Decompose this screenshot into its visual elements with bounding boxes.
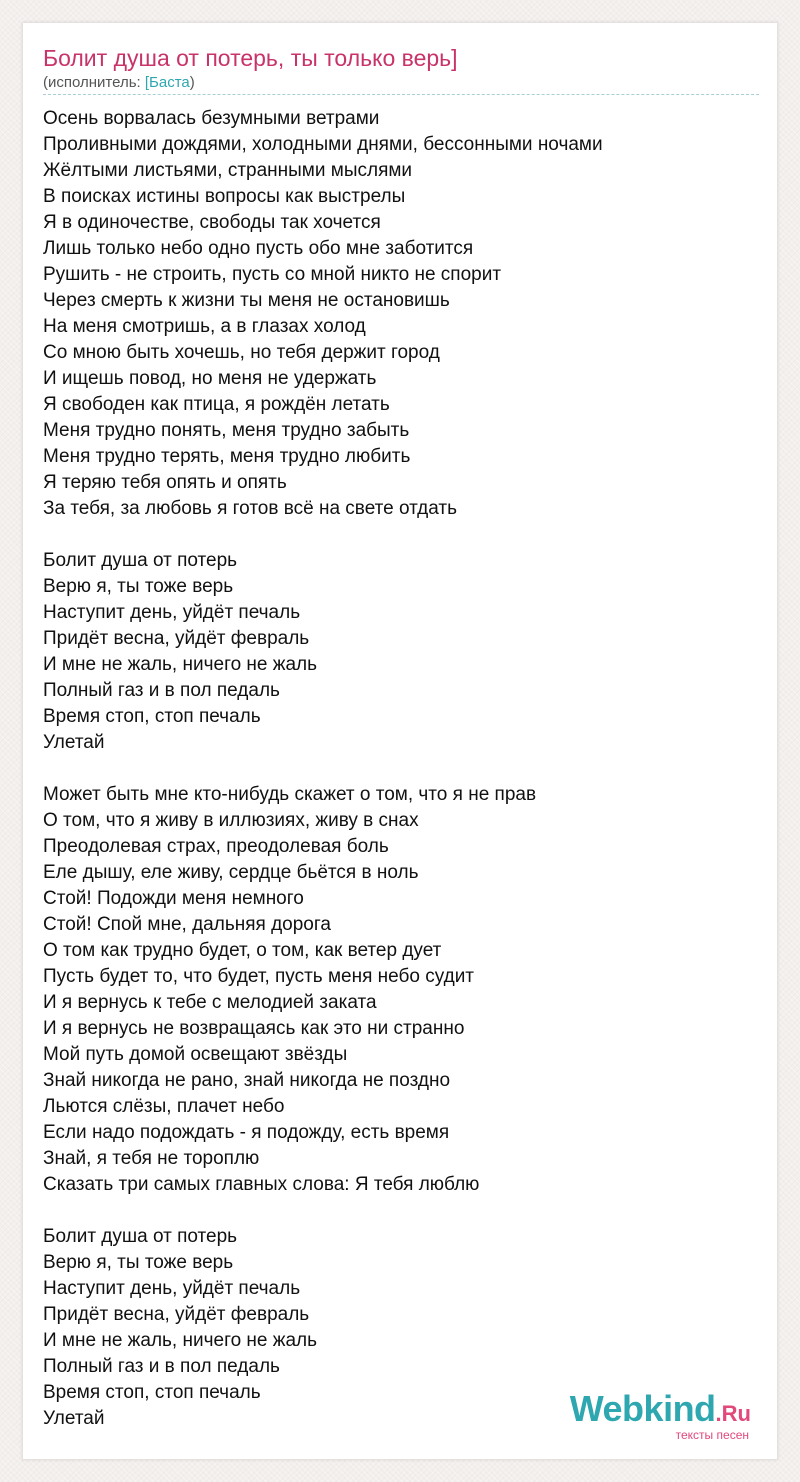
- artist-suffix: ): [189, 74, 195, 91]
- lyrics-line: Стой! Спой мне, дальняя дорога: [43, 914, 331, 935]
- lyrics-line: Я свободен как птица, я рождён летать: [43, 394, 390, 415]
- lyrics-line: Придёт весна, уйдёт февраль: [43, 628, 310, 649]
- artist-link[interactable]: [Баста: [144, 74, 190, 91]
- logo-tld: .Ru: [715, 1401, 751, 1426]
- lyrics-line: Со мною быть хочешь, но тебя держит город: [43, 342, 440, 363]
- lyrics-line: Улетай: [43, 732, 105, 753]
- lyrics-stanza: [43, 782, 759, 1198]
- lyrics-line: Наступит день, уйдёт печаль: [43, 602, 301, 623]
- lyrics-line: Я в одиночестве, свободы так хочется: [43, 212, 381, 233]
- lyrics-line: Жёлтыми листьями, странными мыслями: [43, 160, 413, 181]
- lyrics-line: На меня смотришь, а в глазах холод: [43, 316, 366, 337]
- lyrics-body: [43, 106, 759, 1458]
- lyrics-line: Болит душа от потерь: [43, 550, 238, 571]
- lyrics-line: Болит душа от потерь: [43, 1226, 238, 1247]
- lyrics-line: Время стоп, стоп печаль: [43, 1382, 261, 1403]
- site-logo[interactable]: [570, 1390, 751, 1441]
- lyrics-line: В поисках истины вопросы как выстрелы: [43, 186, 406, 207]
- lyrics-line: Проливными дождями, холодными днями, бессонными ночами: [43, 134, 603, 155]
- lyrics-line: И мне не жаль, ничего не жаль: [43, 654, 318, 675]
- lyrics-stanza: [43, 106, 759, 522]
- lyrics-line: Лишь только небо одно пусть обо мне заботится: [43, 238, 474, 259]
- lyrics-stanza: [43, 548, 759, 756]
- lyrics-line: О том как трудно будет, о том, как ветер дует: [43, 940, 442, 961]
- lyrics-line: Наступит день, уйдёт печаль: [43, 1278, 301, 1299]
- lyrics-line: Сказать три самых главных слова: Я тебя люблю: [43, 1174, 480, 1195]
- lyrics-line: Пусть будет то, что будет, пусть меня небо судит: [43, 966, 475, 987]
- lyrics-line: Через смерть к жизни ты меня не остановишь: [43, 290, 450, 311]
- artist-prefix: (исполнитель:: [43, 74, 145, 91]
- lyrics-line: Если надо подождать - я подожду, есть время: [43, 1122, 450, 1143]
- lyrics-line: Придёт весна, уйдёт февраль: [43, 1304, 310, 1325]
- lyrics-line: О том, что я живу в иллюзиях, живу в снах: [43, 810, 419, 831]
- lyrics-line: Еле дышу, еле живу, сердце бьётся в ноль: [43, 862, 419, 883]
- lyrics-line: И я вернусь к тебе с мелодией заката: [43, 992, 377, 1013]
- lyrics-line: Рушить - не строить, пусть со мной никто не спорит: [43, 264, 502, 285]
- lyrics-line: Знай, я тебя не тороплю: [43, 1148, 260, 1169]
- lyrics-line: И ищешь повод, но меня не удержать: [43, 368, 377, 389]
- lyrics-line: Льются слёзы, плачет небо: [43, 1096, 285, 1117]
- title-divider: [43, 94, 759, 95]
- lyrics-line: Верю я, ты тоже верь: [43, 1252, 234, 1273]
- lyrics-line: Верю я, ты тоже верь: [43, 576, 234, 597]
- lyrics-line: Знай никогда не рано, знай никогда не поздно: [43, 1070, 451, 1091]
- logo-brand: Webkind: [569, 1388, 716, 1429]
- lyrics-line: И я вернусь не возвращаясь как это ни странно: [43, 1018, 465, 1039]
- lyrics-line: Мой путь домой освещают звёзды: [43, 1044, 348, 1065]
- lyrics-line: Преодолевая страх, преодолевая боль: [43, 836, 389, 857]
- logo-wordmark: [570, 1390, 751, 1433]
- lyrics-line: Меня трудно терять, меня трудно любить: [43, 446, 411, 467]
- artist-line: [43, 73, 195, 93]
- lyrics-line: Полный газ и в пол педаль: [43, 1356, 280, 1377]
- lyrics-line: За тебя, за любовь я готов всё на свете отдать: [43, 498, 458, 519]
- logo-tagline: тексты песен: [675, 1428, 749, 1442]
- lyrics-line: Время стоп, стоп печаль: [43, 706, 261, 727]
- lyrics-line: Я теряю тебя опять и опять: [43, 472, 287, 493]
- lyrics-line: Полный газ и в пол педаль: [43, 680, 280, 701]
- lyrics-line: Стой! Подожди меня немного: [43, 888, 304, 909]
- song-title: Болит душа от потерь, ты только верь]: [43, 45, 458, 71]
- lyrics-line: Может быть мне кто-нибудь скажет о том, что я не прав: [43, 784, 537, 805]
- lyrics-line: Меня трудно понять, меня трудно забыть: [43, 420, 410, 441]
- lyrics-line: Улетай: [43, 1408, 105, 1429]
- lyrics-card: [22, 22, 778, 1460]
- lyrics-line: И мне не жаль, ничего не жаль: [43, 1330, 318, 1351]
- lyrics-line: Осень ворвалась безумными ветрами: [43, 108, 380, 129]
